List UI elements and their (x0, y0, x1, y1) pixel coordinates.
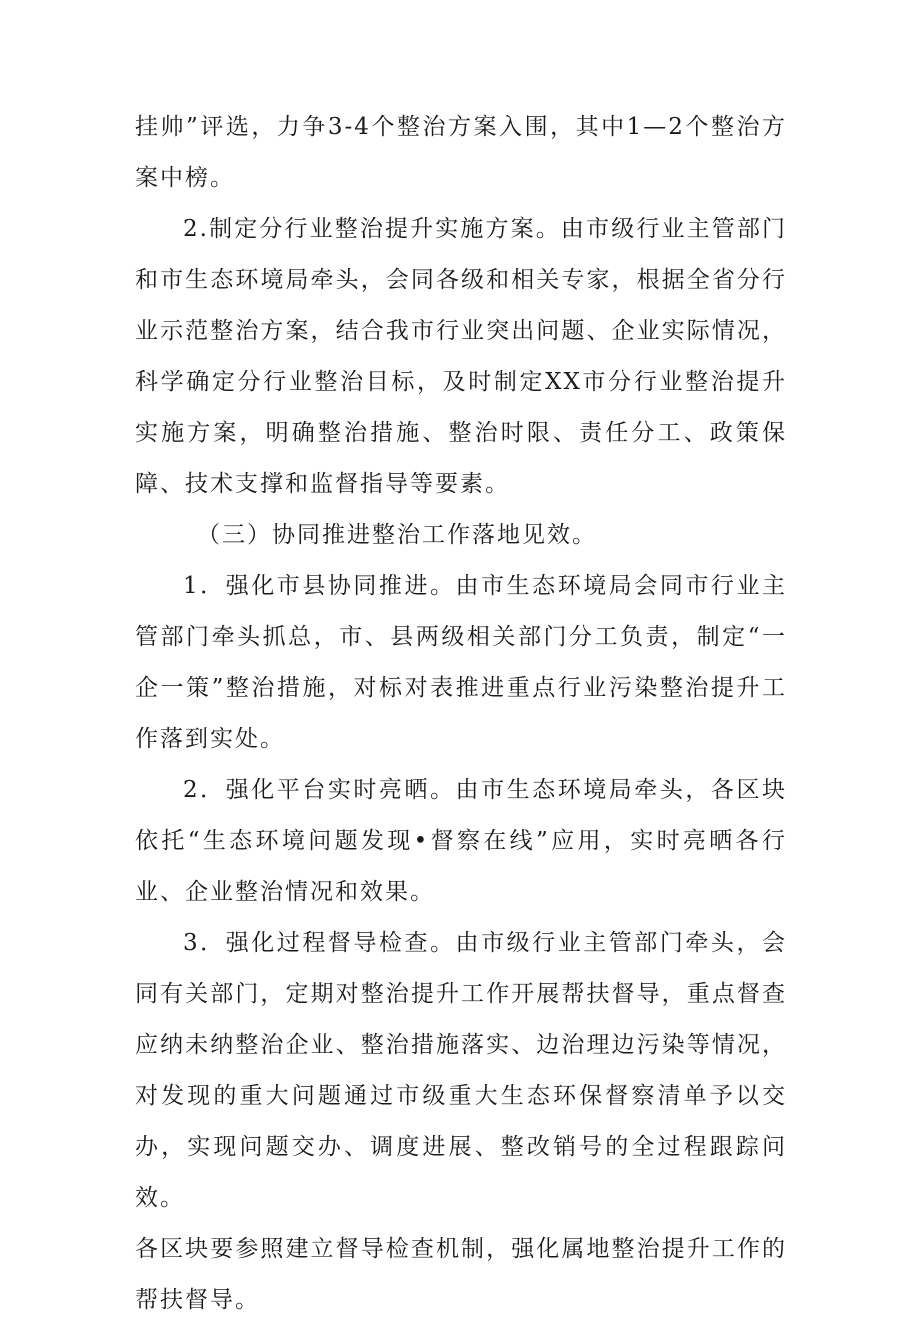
section-heading-3: （三）协同推进整治工作落地见效。 (197, 522, 597, 548)
paragraph-item-1: 1．强化市县协同推进。由市生态环境局会同市行业主管部门牵头抓总，市、县两级相关部门分工负责，制定“一企一策”整治措施，对标对表推进重点行业污染整治提升工作落到实处。 (135, 573, 787, 752)
paragraph-item-2: 2.制定分行业整治提升实施方案。由市级行业主管部门和市生态环境局牵头，会同各级和相关专家，根据全省分行业示范整治方案，结合我市行业突出问题、企业实际情况，科学确定分行业整治目标，及时制定XX市分行业整治提升实施方案，明确整治措施、整治时限、责任分工、政策保障、技术支撑和监督指导等要素。 (135, 216, 787, 497)
paragraph-continuation: 挂帅”评选，力争3-4个整治方案入围，其中1—2个整治方案中榜。 (135, 114, 787, 191)
paragraph-item-3: 3．强化过程督导检查。由市级行业主管部门牵头，会同有关部门，定期对整治提升工作开展帮扶督导，重点督查应纳未纳整治企业、整治措施落实、边治理边污染等情况，对发现的重大问题通过市级重大生态环保督察清单予以交办，实现问题交办、调度进展、整改销号的全过程跟踪问效。 (135, 930, 787, 1211)
paragraph-item-2b: 2．强化平台实时亮晒。由市生态环境局牵头，各区块依托“生态环境问题发现•督察在线”应用，实时亮晒各行业、企业整治情况和效果。 (135, 777, 787, 905)
document-body (135, 102, 787, 1326)
paragraph-closing: 各区块要参照建立督导检查机制，强化属地整治提升工作的帮扶督导。 (135, 1236, 787, 1313)
